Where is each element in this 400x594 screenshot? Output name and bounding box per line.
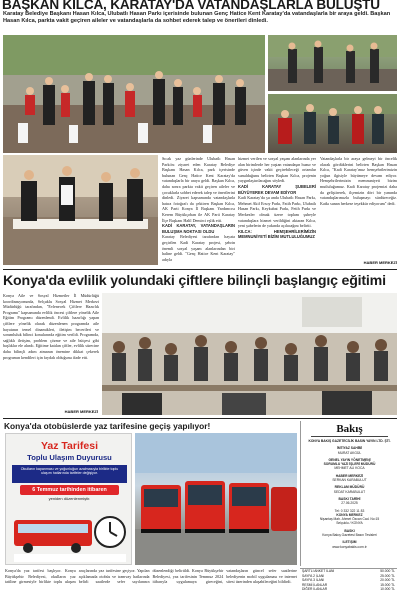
cooking-photo — [3, 155, 158, 265]
bus-tariff-ad — [5, 433, 132, 565]
bus-photo-scene — [135, 433, 297, 565]
lead-story1: Karatay Belediye Başkanı Hasan Kılca, Ulubatlı Hasan Parkı içerisinde bulunan Genç Hatice Kent Karatay'da vatandaşlarla bir araya geldi. Başkan Hasan Kılca, parkta vakit geçiren aileler ve vatandaşlarla da sohbet ederek talep ve önerileri dinledi. — [3, 11, 391, 24]
story1-column-1 — [162, 156, 235, 266]
story1-col1-subhead: KADİ KARATAY, VATANDAŞLARIN BULUŞMA NOKTASI OLDU — [162, 223, 235, 234]
masthead-line: MURAT AKGÜL — [337, 450, 362, 455]
masthead-line: HABER MERKEZİ — [335, 473, 364, 478]
masthead-line: Nişantaş Mah. Ahmet Özcan Cad. No:15 — [319, 517, 380, 522]
price-label: DİĞER İLANLAR — [302, 587, 328, 592]
story1-col2-text: hizmet verilen ve sosyal yaşam alanlarında yer alan birimlerde her yaştan vatandaşın huzur ve güven içinde vakit geçirebileceği ortamlar sunulduğunu belirten Başkan Kılca, projenin yaygınlaştırılacağını söyledi. — [238, 156, 316, 184]
masthead-line: 27.06.2025 — [341, 501, 358, 506]
divider-story2 — [3, 418, 397, 419]
masthead-rule — [311, 436, 388, 437]
park-photo-bottom-scene — [268, 94, 397, 153]
story2-text: Konya Aile ve Sosyal Hizmetler İl Müdürlüğü koordinasyonunda, Selçuklu Sosyal Hizmet Merkezi Müdürlüğü tarafından, "Evlenecek Çiftlere Hazırlık Programı" kapsamında evlilik öncesi çiftlere yönelik Aile Eğitim Programı düzenlendi. Evlilik hazırlığı yapan çiftlere yönelik olarak düzenlenen programda aile hayatının temel dinamikleri, iletişim becerileri ve sorumluluk bilinci konularında eğitim verildi. Programda, sağlıklı iletişim, problem çözme ve aile bütçesi gibi başlıklar ele alındı. Eğitime katılan çiftler, evlilik sürecine daha bilinçli adım atmanın önemine dikkat çekerek programın kendileri için faydalı olduğunu ifade etti. — [3, 293, 99, 360]
price-label: ŞARTLI ANKET İLANI — [302, 569, 335, 573]
story2-byline: HABER MERKEZİ — [64, 409, 98, 414]
story1-column-3 — [320, 156, 397, 260]
park-photo-bottom — [268, 94, 397, 153]
price-value: 10.000 TL — [380, 587, 395, 592]
masthead-line: SEDAT KARABULUT — [333, 489, 366, 494]
masthead-line: BASKI TARİHİ — [338, 496, 361, 501]
group-photo — [3, 35, 265, 153]
seminar-photo-scene — [102, 293, 397, 415]
masthead-line: ILETIŞIM — [342, 540, 357, 545]
cooking-photo-scene — [3, 155, 158, 265]
masthead-line: Selçuklu / KONYA — [336, 521, 363, 526]
bus-photo — [135, 433, 297, 565]
masthead-line: Tel: 0 332 322 11 83 — [334, 508, 365, 513]
masthead-title: Bakış — [336, 423, 363, 435]
masthead-line: Konya Bakış Gazetesi Basın Tesisleri — [322, 533, 377, 538]
masthead-line: KONYA BAKIŞ GAZETECİLİK BASIN YAYIN LTD. ŞTİ. — [308, 439, 391, 443]
masthead-line: BASKI — [344, 528, 355, 533]
price-value: 25.000 TL — [380, 573, 395, 578]
masthead-line: GENEL YAYIN YÖNETMENİ — [328, 457, 371, 462]
masthead-lines — [303, 439, 396, 565]
price-value: 50.000 TL — [380, 569, 395, 573]
masthead-line: MEHMET ALİ KOCA — [334, 466, 365, 471]
ad-date-banner: 6 Temmuz tarihinden itibaren — [20, 485, 119, 495]
masthead-box — [300, 421, 397, 566]
story1-byline: HABER MERKEZİ — [363, 260, 397, 265]
headline-story2: Konya'da evlilik yolundaki çiftlere bilinçli başlangıç eğitimi — [3, 273, 386, 289]
masthead-line: İMTİYAZ SAHİBİ — [337, 446, 362, 451]
story3-columns — [5, 568, 297, 594]
seminar-photo — [102, 293, 397, 415]
masthead-line: KONYA MERKEZ — [336, 512, 363, 517]
price-value: 20.000 TL — [380, 578, 395, 583]
story2-column — [3, 293, 99, 408]
story1-col1b-text: Karatay Belediyesi tarafından hayata geçirilen Kadi Karatay projesi, şehrin önemli sosyal yaşam alanlarından biri haline geldi. "Genç Hatice Kent Karatay" adıyla — [162, 234, 235, 262]
story3-text: Konya'da yaz tarifesi başlıyor. Konya Büyükşehir Belediyesi, okulların yaz tatiline girmesiyle birlikte toplu ulaşım araçlarında yaz tarifesine geçiyor. Yapılan açıklamada otobüs ve tramvay hatlarında belirli saatlerde sefer sayılarının düzenlendiği belirtildi. Konya Büyükşehir Belediyesi, yaz tarifesinin Temmuz 2024 itibarıyla uygulamaya gireceğini, vatandaşların güncel sefer saatlerine belediyenin mobil uygulaması ve internet sitesi üzerinden ulaşabileceğini bildirdi. — [5, 568, 297, 585]
masthead-line: REKLAM MÜDÜRÜ — [334, 485, 365, 490]
story1-column-2 — [238, 156, 316, 266]
story1-col1-text: Sıcak yaz günlerinde Ulubatlı Hasan Parkı'nı ziyaret eden Karatay Belediye Başkanı Hasan Kılca, park içerisinde bulunan Genç Hatice Kent Karatay'da vatandaşlarla bir araya geldi. Başkan Kılca, daha sonra parkta vakit geçiren aileler ve çocuklarla sohbet ederek talep ve önerilerini dinledi. Ziyaret kapsamında vatandaşlarla hatıra fotoğrafı da çektiren Başkan Kılca, AK Parti Konya İl Başkanı Yardımcısı Kerem Büyükçoban ile AK Parti Karatay İlçe Başkanı Halil Demirci eşlik etti. — [162, 156, 235, 223]
divider-story1 — [3, 269, 397, 270]
headline-story3: Konya'da otobüslerde yaz tarifesine geçiş yapılıyor! — [4, 421, 211, 431]
masthead-line: www.konyabakis.com.tr — [332, 544, 367, 549]
masthead-line: SERKAN KARABULUT — [332, 478, 367, 483]
park-photo-top-scene — [268, 35, 397, 91]
story1-col2-subhead: KADİ KARATAY ŞUBELERİ BÜYÜYEREK DEVAM EDİYOR — [238, 183, 316, 195]
ad-subtitle: Toplu Ulaşım Duyurusu — [27, 453, 112, 462]
ad-date-sub: yeniden düzenlenmiştir. — [48, 496, 91, 501]
ad-title: Yaz Tarifesi — [40, 440, 98, 452]
ad-price-table — [300, 568, 397, 593]
masthead-line: SORUMLU YAZI İŞLERİ MÜDÜRÜ — [323, 462, 376, 467]
price-label: RESMİ İLANLAR — [302, 582, 328, 587]
ad-body: Okulların kapanması ve yoğunluğun azalmasıyla birlikte toplu ulaşım hatlarında tarifeler değişiyor. — [12, 465, 127, 483]
story1-col2-subhead-2: KILCA: HEMŞEHRİLERİMİZİN MEMNUNİYETİ BİZİM MUTLULUĞUMUZ — [238, 228, 316, 240]
price-label: SAYFA 3 İLANI — [302, 578, 325, 583]
price-row — [300, 587, 397, 592]
price-value: 15.000 TL — [380, 582, 395, 587]
story1-col3-text: Vatandaşlarla bir araya gelmeyi bir öncelik olarak gördüklerini belirten Başkan Hasan Kılca, "Kadi Karatay'ımız hemşehrilerimizin yoğun ilgisiyle büyümeye devam ediyor. Hemşehrilerimizin memnuniyeti bizim mutluluğumuz. Kadi Karatay projemizi daha da geliştirerek, ilçemizin dört bir yanında vatandaşlarımızla buluşmayı sürdüreceğiz. Katkı sunan herkese teşekkür ediyorum" dedi. — [320, 156, 397, 206]
park-photo-top — [268, 35, 397, 91]
price-label: SAYFA 2 İLANI — [302, 573, 325, 578]
story1-col2b-text: Kadi Karatay'da şu anda Ulubatlı Hasan Parkı, Mehmet Akif Ersoy Parkı, Fatih Parkı, Ulubatlı Hasan Parkı, Keykubat Parkı, Fetih Parkı ve Merkezler olmak üzere toplam şubeyle vatandaşlara hizmet verildiğini aktaran Kılca, yeni şubelerin de yakında açılacağını belirtti. — [238, 195, 316, 229]
headline-story1: BAŞKAN KILCA, KARATAY'DA VATANDAŞLARLA BULUŞTU — [2, 0, 380, 11]
ad-bus-illustration — [10, 502, 130, 564]
group-photo-scene — [3, 35, 265, 153]
